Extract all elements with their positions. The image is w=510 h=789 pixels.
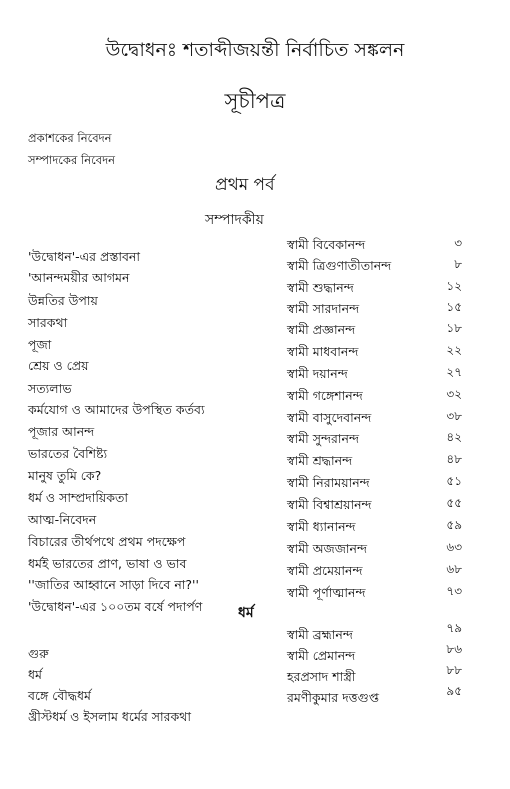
entry-title: বঙ্গে বৌদ্ধধর্ম: [28, 688, 91, 703]
entry-author: স্বামী মাধবানন্দ: [287, 344, 359, 359]
entry-title: 'উদ্বোধন'-এর ১০০তম বর্ষে পদার্পণ: [28, 599, 203, 614]
entry-page: ৫৯: [446, 518, 462, 532]
entry-title: শ্রেয় ও প্রেয়: [28, 358, 89, 373]
part-heading: প্রথম পর্ব: [215, 175, 275, 195]
entry-page: ৩: [454, 236, 462, 250]
entry-title: 'আনন্দময়ীর আগমন: [28, 270, 130, 285]
entry-page: ২৭: [446, 365, 462, 379]
entry-author: রমণীকুমার দত্তগুপ্ত: [287, 690, 379, 705]
entry-author: স্বামী অজজানন্দ: [287, 541, 368, 556]
entry-page: ৮: [454, 257, 462, 271]
entry-title: পূজার আনন্দ: [28, 424, 95, 439]
entry-author: স্বামী প্রমেয়ানন্দ: [287, 563, 363, 578]
entry-author: স্বামী বিশ্বাশ্রয়ানন্দ: [287, 497, 372, 512]
entry-author: হরপ্রসাদ শাস্ত্রী: [287, 669, 356, 684]
entry-title: পূজা: [28, 337, 52, 352]
entry-title: ধর্ম ও সাম্প্রদায়িকতা: [28, 490, 129, 505]
entry-title: সারকথা: [28, 315, 68, 330]
entry-page: ১৫: [446, 300, 462, 314]
entry-author: স্বামী সুন্দরানন্দ: [287, 431, 360, 446]
entry-author: স্বামী সারদানন্দ: [287, 301, 360, 316]
entry-author: স্বামী ধ্যানানন্দ: [287, 519, 356, 534]
entry-page: ৮৮: [446, 663, 462, 677]
entry-author: স্বামী শ্রদ্ধানন্দ: [287, 453, 353, 468]
entry-title: গুরু: [28, 646, 49, 661]
entry-page: ৩২: [446, 387, 462, 401]
entry-author: স্বামী প্রজ্ঞানন্দ: [287, 322, 356, 337]
entry-page: ৮৬: [446, 642, 462, 656]
entry-title: ভারতের বৈশিষ্ট্য: [28, 446, 108, 461]
entry-title: ধর্মই ভারতের প্রাণ, ভাষা ও ভাব: [28, 556, 187, 571]
entry-page: ৬৩: [446, 540, 462, 554]
entry-author: স্বামী নিরাময়ানন্দ: [287, 475, 370, 490]
entry-page: ৪২: [446, 430, 462, 444]
entry-title: উন্নতির উপায়: [28, 293, 98, 308]
toc-heading: সূচীপত্র: [224, 89, 286, 113]
entry-title: কর্মযোগ ও আমাদের উপস্থিত কর্তব্য: [28, 402, 205, 417]
preface-editor: সম্পাদকের নিবেদন: [28, 153, 116, 167]
entry-author: স্বামী শুদ্ধানন্দ: [287, 280, 354, 295]
entry-page: ৯৫: [446, 684, 462, 698]
entry-page: ৫৫: [446, 496, 462, 510]
entry-page: ৫১: [446, 474, 462, 488]
section-heading-religion: ধর্ম: [238, 605, 254, 621]
entry-author: স্বামী গঙ্গেশানন্দ: [287, 388, 363, 403]
entry-author: স্বামী বাসুদেবানন্দ: [287, 410, 372, 425]
entry-page: ৩৮: [446, 409, 462, 423]
entry-author: স্বামী ব্রহ্মানন্দ: [287, 627, 353, 642]
entry-author: স্বামী বিবেকানন্দ: [287, 237, 366, 252]
entry-page: ৪৮: [446, 452, 462, 466]
entry-page: ১৮: [446, 321, 462, 335]
entry-page: ৭৯: [446, 621, 462, 635]
entry-author: স্বামী ত্রিগুণাতীতানন্দ: [287, 258, 392, 273]
entry-page: ১২: [446, 279, 462, 293]
entry-title: ''জাতির আহ্বানে সাড়া দিবে না?'': [28, 577, 199, 592]
entry-title: 'উদ্বোধন'-এর প্রস্তাবনা: [28, 249, 141, 264]
entry-title: সত্যলাভ: [28, 381, 72, 396]
section-heading-editorial: সম্পাদকীয়: [205, 212, 264, 228]
book-title: উদ্বোধনঃ শতাব্দীজয়ন্তী নির্বাচিত সঙ্কলন: [105, 39, 405, 61]
entry-page: ৭৩: [446, 584, 462, 598]
entry-title: বিচারের তীর্থপথে প্রথম পদক্ষেপ: [28, 534, 186, 549]
preface-publisher: প্রকাশকের নিবেদন: [28, 131, 112, 145]
entry-author: স্বামী পূর্ণাত্মানন্দ: [287, 585, 366, 600]
entry-title: ধর্ম: [28, 667, 42, 682]
entry-author: স্বামী দয়ানন্দ: [287, 366, 348, 381]
entry-page: ২২: [446, 343, 462, 357]
entry-page: ৬৮: [446, 562, 462, 576]
entry-title: আত্ম-নিবেদন: [28, 512, 97, 527]
entry-title: খ্রীস্টধর্ম ও ইসলাম ধর্মের সারকথা: [28, 709, 191, 724]
entry-title: মানুষ তুমি কে?: [28, 468, 102, 483]
entry-author: স্বামী প্রেমানন্দ: [287, 648, 356, 663]
